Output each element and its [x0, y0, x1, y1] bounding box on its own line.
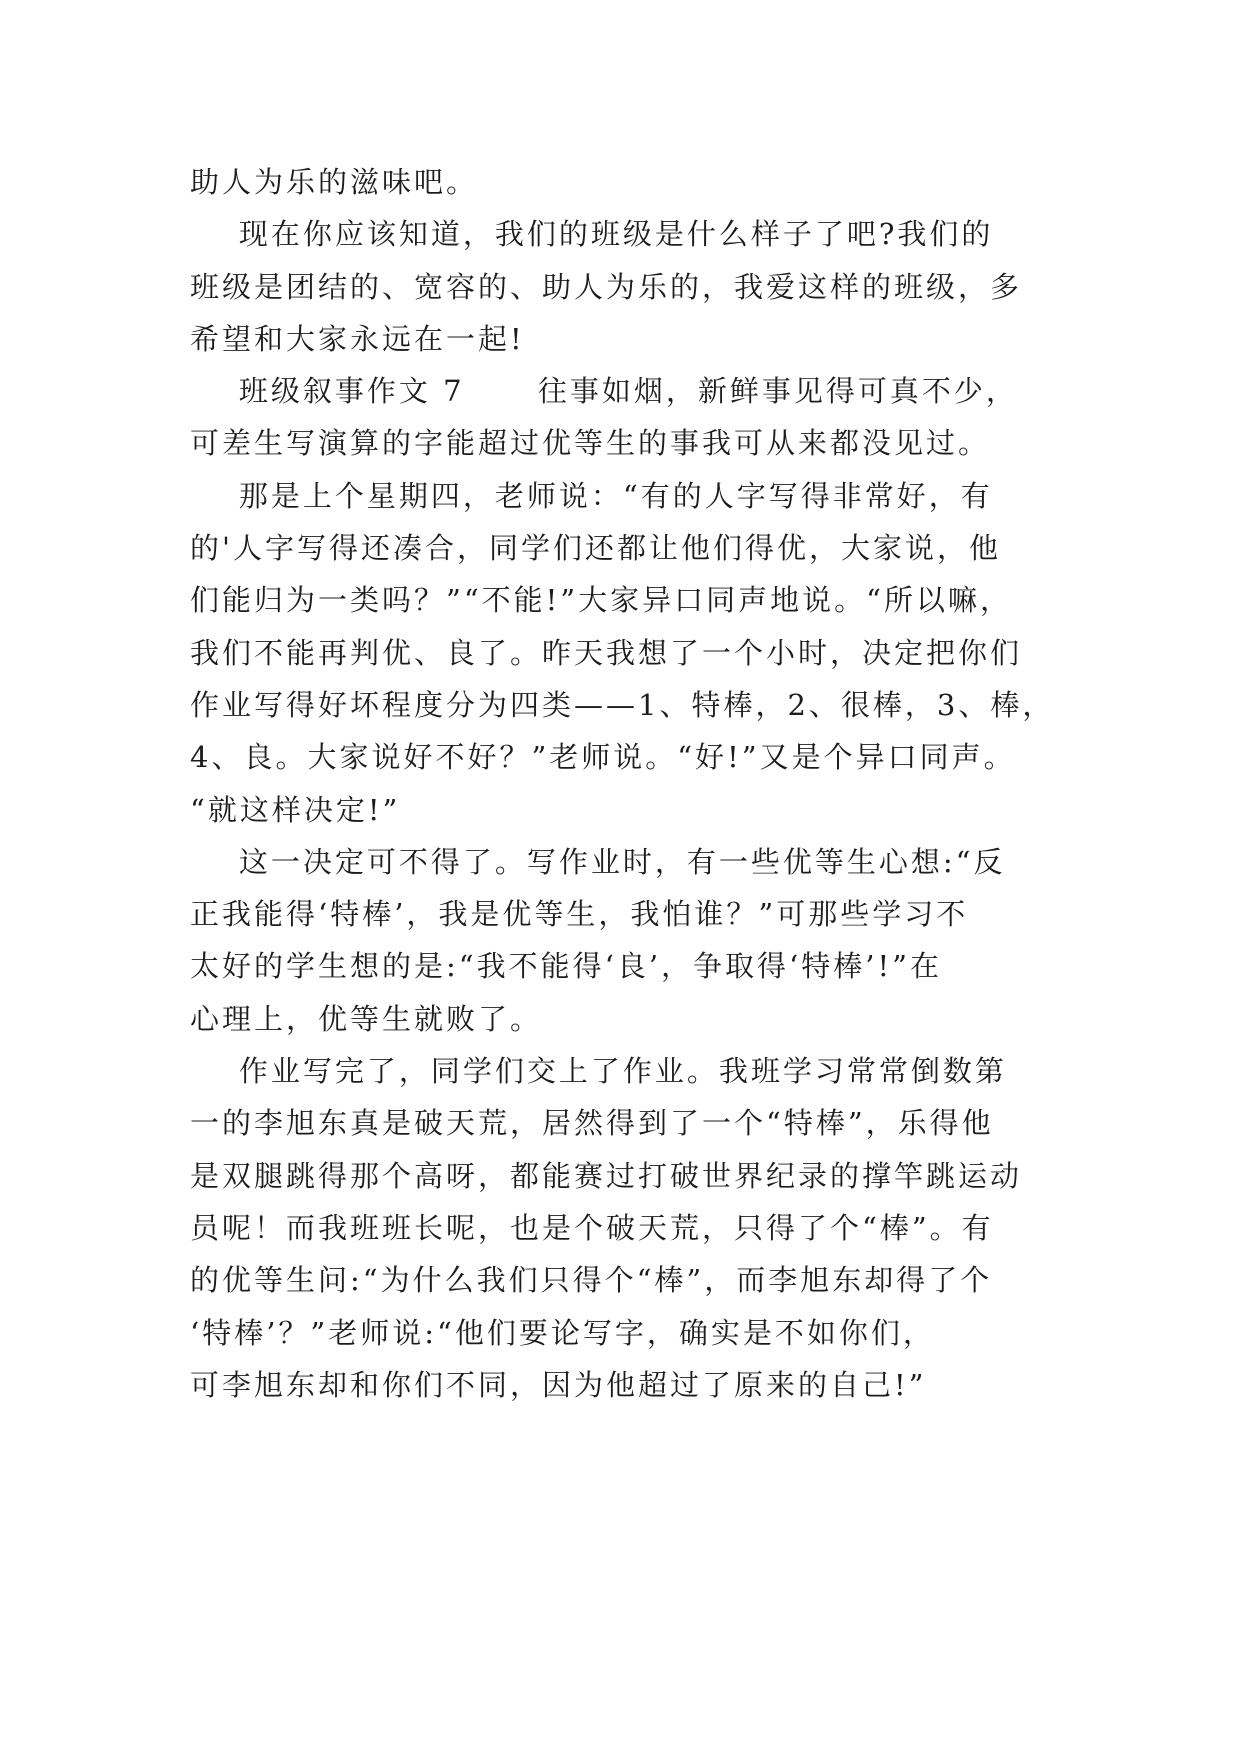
- text-line: 是双腿跳得那个高呀，都能赛过打破世界纪录的撑竿跳运动: [190, 1158, 1023, 1193]
- text-line: 可李旭东却和你们不同，因为他超过了原来的自己!”: [190, 1367, 927, 1402]
- text-line: “就这样决定!”: [190, 792, 401, 827]
- text-line: 正我能得‘特棒’，我是优等生，我怕谁？”可那些学习不: [190, 897, 969, 932]
- text-line: 作业写完了，同学们交上了作业。我班学习常常倒数第: [190, 1054, 1007, 1089]
- text-line: 员呢！而我班班长呢，也是个破天荒，只得了个“棒”。有: [190, 1210, 994, 1245]
- text-line: 4、良。大家说好不好？”老师说。“好!”又是个异口同声。: [190, 740, 1016, 775]
- text-line: 这一决定可不得了。写作业时，有一些优等生心想:“反: [190, 844, 1006, 879]
- text-line: 希望和大家永远在一起!: [190, 321, 525, 356]
- text-line: 心理上，优等生就败了。: [190, 1001, 543, 1036]
- text-line: 班级是团结的、宽容的、助人为乐的，我爱这样的班级，多: [190, 269, 1023, 304]
- text-line: 太好的学生想的是:“我不能得‘良’，争取得‘特棒’!”在: [190, 949, 942, 984]
- document-body: [190, 156, 1090, 1411]
- text-line: 我们不能再判优、良了。昨天我想了一个小时，决定把你们: [190, 635, 1023, 670]
- text-line: 那是上个星期四，老师说：“有的人字写得非常好，有: [190, 478, 993, 513]
- text-line: ‘特棒’？”老师说:“他们要论写字，确实是不如你们，: [190, 1315, 935, 1350]
- text-line: 的优等生问:“为什么我们只得个“棒”，而李旭东却得了个: [190, 1263, 993, 1298]
- text-line: 作业写得好坏程度分为四类——1、特棒，2、很棒，3、棒，: [190, 687, 1055, 722]
- text-line: 一的李旭东真是破天荒，居然得到了一个“特棒”，乐得他: [190, 1106, 994, 1141]
- text-line: 可差生写演算的字能超过优等生的事我可从来都没见过。: [190, 426, 991, 461]
- text-line: 们能归为一类吗？”“不能!”大家异口同声地说。“所以嘛，: [190, 583, 1012, 618]
- text-line: 班级叙事作文 7 往事如烟，新鲜事见得可真不少，: [190, 374, 1018, 409]
- text-line: 现在你应该知道，我们的班级是什么样子了吧?我们的: [190, 217, 994, 252]
- text-line: 助人为乐的滋味吧。: [190, 165, 479, 199]
- text-line: 的'人字写得还凑合，同学们还都让他们得优，大家说，他: [190, 531, 1001, 566]
